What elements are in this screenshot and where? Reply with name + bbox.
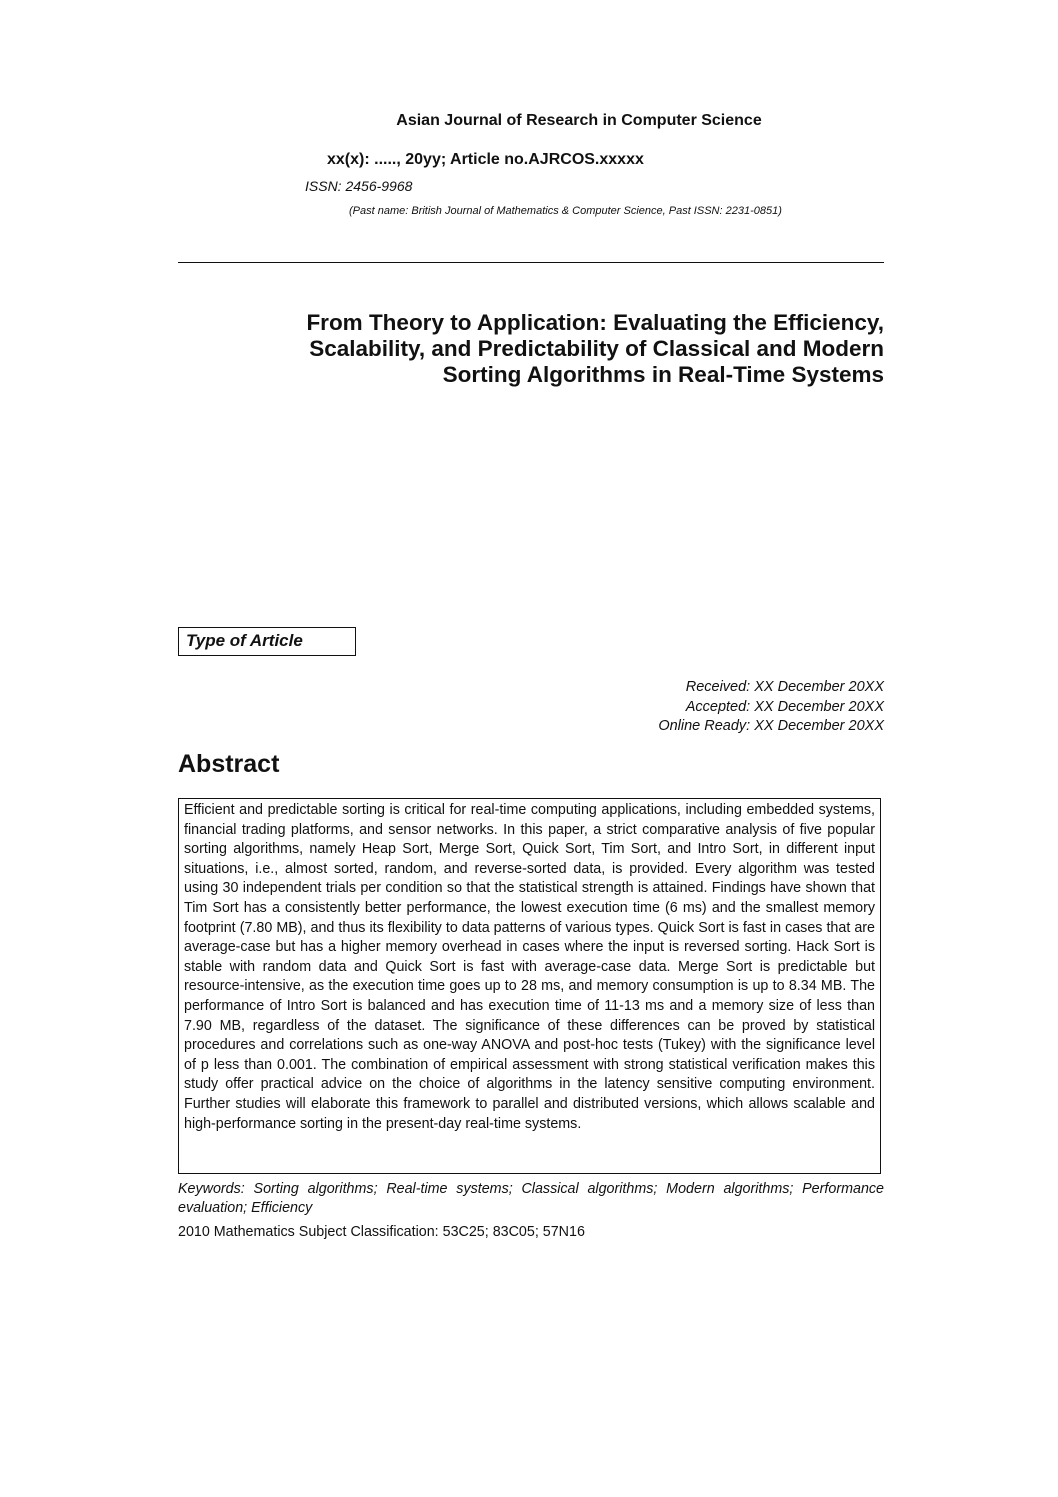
- volume-info: xx(x): ....., 20yy; Article no.AJRCOS.xxxxx: [327, 151, 644, 168]
- article-type-box: Type of Article: [178, 627, 356, 656]
- online-date: Online Ready: XX December 20XX: [658, 718, 884, 734]
- past-name: (Past name: British Journal of Mathematics & Computer Science, Past ISSN: 2231-0851): [349, 205, 782, 217]
- title-line: From Theory to Application: Evaluating the Efficiency,: [306, 310, 884, 335]
- issn: ISSN: 2456-9968: [305, 178, 413, 194]
- journal-name: Asian Journal of Research in Computer Science: [396, 112, 762, 129]
- received-date: Received: XX December 20XX: [685, 679, 884, 695]
- dates-block: [658, 678, 884, 737]
- abstract-box: [178, 798, 881, 1174]
- title-line: Scalability, and Predictability of Classical and Modern: [309, 336, 884, 361]
- subject-classification: 2010 Mathematics Subject Classification: 53C25; 83C05; 57N16: [178, 1224, 585, 1240]
- paper-title: [178, 310, 884, 388]
- accepted-date: Accepted: XX December 20XX: [685, 698, 884, 715]
- header-divider: [178, 262, 884, 263]
- abstract-text: Efficient and predictable sorting is critical for real-time computing applications, including embedded systems, financial trading platforms, and sensor networks. In this paper, a strict comparative analysis of five popular sorting algorithms, namely Heap Sort, Merge Sort, Quick Sort, Tim Sort, and Intro Sort, in different input situations, i.e., almost sorted, random, and reverse-sorted data, is provided. Every algorithm was tested using 30 independent trials per condition so that the statistical strength is attained. Findings have shown that Tim Sort has a consistently better performance, the lowest execution time (6 ms) and the smallest memory footprint (7.80 MB), and thus its flexibility to data patterns of various types. Quick Sort is fast in cases that are average-case but has a higher memory overhead in cases where the input is reversed sorting. Hack Sort is stable with random data and Quick Sort is fast with average-case data. Merge Sort is predictable but resource-intensive, as the execution time goes up to 28 ms, and memory consumption is up to 8.34 MB. The performance of Intro Sort is balanced and has execution time of 11-13 ms and a memory size of less than 7.90 MB, regardless of the dataset. The significance of these differences can be proved by statistical procedures and correlations such as one-way ANOVA and post-hoc tests (Tukey) with the significance level of p less than 0.001. The combination of empirical assessment with strong statistical verification makes this study offer practical advice on the choice of algorithms in the latency sensitive computing environment. Further studies will elaborate this framework to parallel and distributed versions, which allows scalable and high-performance sorting in the present-day real-time systems.: [184, 802, 875, 1132]
- keywords: Keywords: Sorting algorithms; Real-time systems; Classical algorithms; Modern algorithms; Performance evaluation; Efficiency: [178, 1181, 884, 1216]
- abstract-heading: Abstract: [178, 750, 280, 778]
- title-line: Sorting Algorithms in Real-Time Systems: [442, 362, 884, 387]
